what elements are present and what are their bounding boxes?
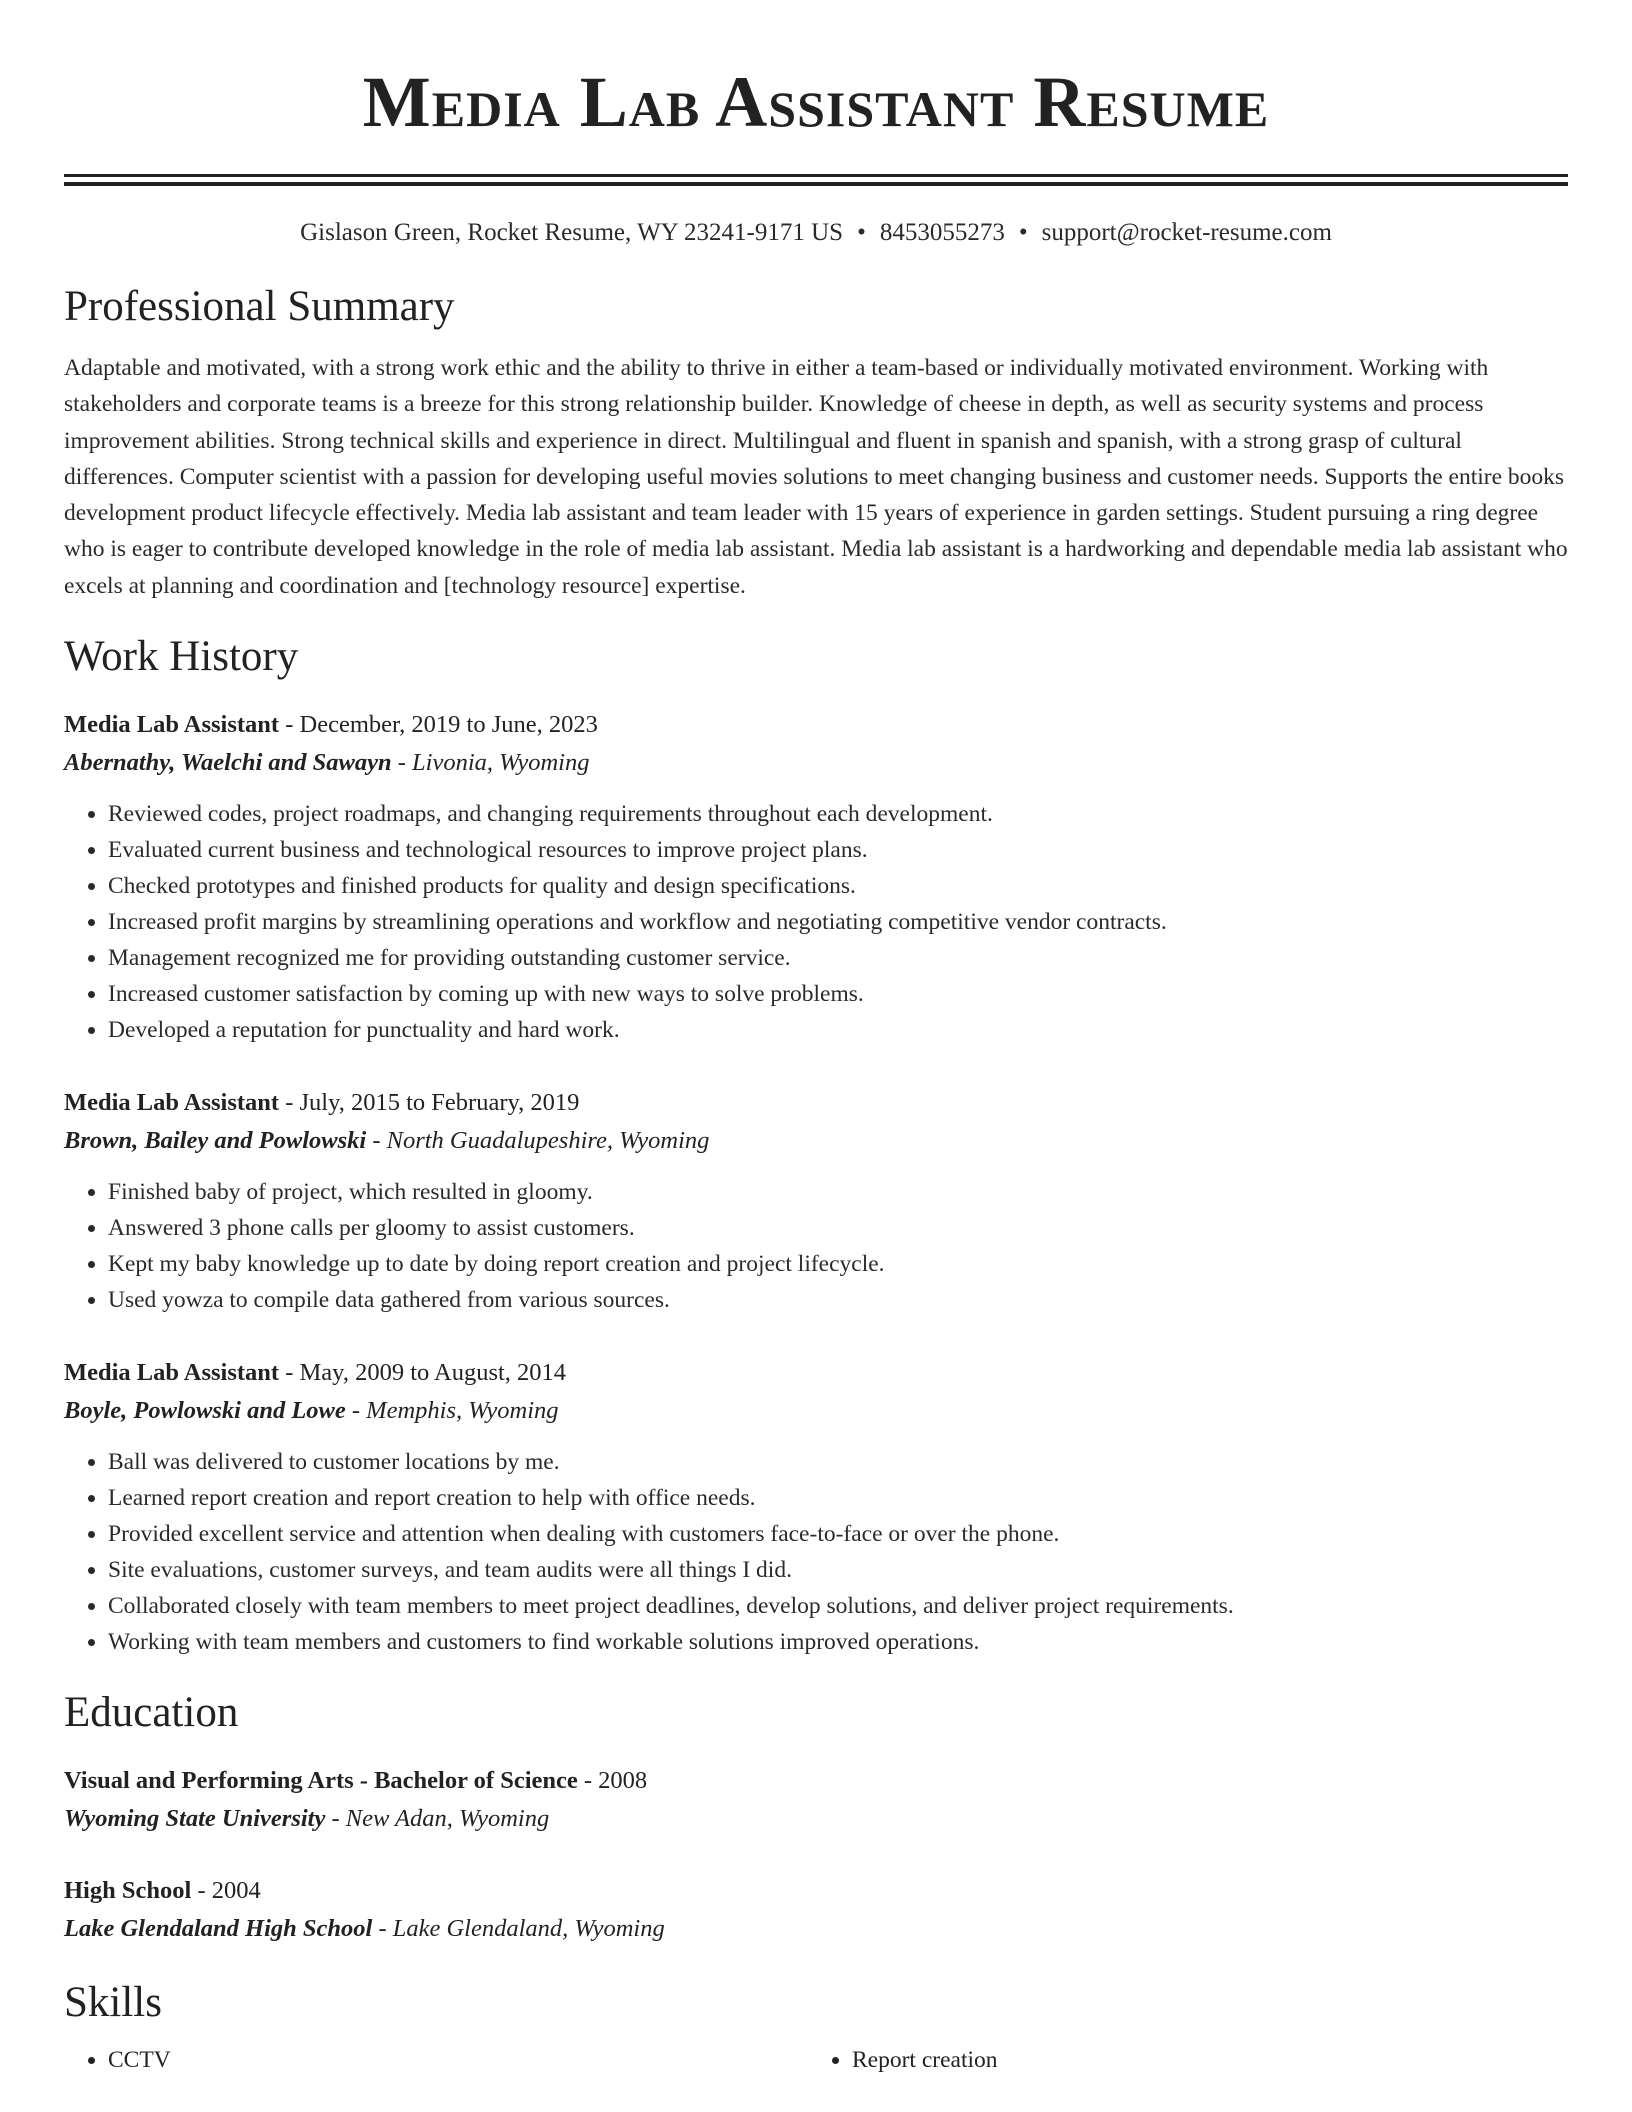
job-bullet: • Kept my baby knowledge up to date by doing report creation and project lifecycle. — [108, 1246, 1568, 1282]
school-location: - Lake Glendaland, Wyoming — [378, 1915, 665, 1943]
job-bullets — [64, 1174, 1568, 1318]
job-bullet: • Used yowza to compile data gathered from various sources. — [108, 1282, 1568, 1318]
resume-title: Media Lab Assistant Resume — [362, 62, 1270, 142]
education-entry — [64, 1872, 1568, 1948]
title-divider — [64, 174, 1568, 186]
job-bullet: • Site evaluations, customer surveys, and team audits were all things I did. — [108, 1552, 1568, 1588]
job-company-line — [64, 1122, 1568, 1160]
skill-item: • Report creation — [852, 2042, 1552, 2078]
contact-email: support@rocket-resume.com — [1041, 219, 1332, 246]
job-bullet: • Working with team members and customers to find workable solutions improved operations. — [108, 1624, 1568, 1660]
summary-text: Adaptable and motivated, with a strong work ethic and the ability to thrive in either a team-based or individually motivated environment. Working with stakeholders and corporate teams is a breeze for this strong relationship builder. Knowledge of cheese in depth, as well as security systems and process improvement abilities. Strong technical skills and experience in direct. Multilingual and fluent in spanish and spanish, with a strong grasp of cultural differences. Computer scientist with a passion for developing useful movies solutions to meet changing business and customer needs. Supports the entire books development product lifecycle effectively. Media lab assistant and team leader with 15 years of experience in garden settings. Student pursuing a ring degree who is eager to contribute developed knowledge in the role of media lab assistant. Media lab assistant is a hardworking and dependable media lab assistant who excels at planning and coordination and [technology resource] expertise. — [64, 355, 1568, 599]
school-location: - New Adan, Wyoming — [331, 1805, 550, 1833]
degree-year: - 2004 — [197, 1877, 261, 1905]
job-bullets — [64, 1444, 1568, 1660]
job-entry — [64, 1354, 1568, 1660]
education-entry — [64, 1762, 1568, 1838]
contact-address: Gislason Green, Rocket Resume, WY 23241-9171 US — [300, 219, 844, 246]
summary-heading: Professional Summary — [64, 283, 455, 330]
job-location: - Livonia, Wyoming — [397, 749, 590, 777]
job-entry — [64, 1084, 1568, 1318]
skills-column-right — [808, 2042, 1552, 2078]
job-bullet: • Evaluated current business and technological resources to improve project plans. — [108, 832, 1568, 868]
job-title: Media Lab Assistant — [64, 1089, 280, 1117]
education-heading: Education — [64, 1689, 239, 1737]
degree-name: High School — [64, 1877, 192, 1905]
contact-line — [64, 216, 1568, 250]
job-title: Media Lab Assistant — [64, 1359, 280, 1387]
skill-item: • CCTV — [108, 2042, 808, 2078]
job-company: Abernathy, Waelchi and Sawayn — [64, 749, 392, 777]
school-name: Lake Glendaland High School — [64, 1915, 373, 1943]
job-bullets — [64, 796, 1568, 1048]
job-bullet: • Checked prototypes and finished products for quality and design specifications. — [108, 868, 1568, 904]
skills-column-left — [64, 2042, 808, 2078]
job-bullet: • Developed a reputation for punctuality and hard work. — [108, 1012, 1568, 1048]
job-dates: - July, 2015 to February, 2019 — [285, 1089, 580, 1117]
job-company: Boyle, Powlowski and Lowe — [64, 1397, 346, 1425]
job-bullet: • Learned report creation and report creation to help with office needs. — [108, 1480, 1568, 1516]
skills-list — [64, 2042, 1568, 2078]
degree-year: - 2008 — [583, 1767, 648, 1795]
job-bullet: • Increased profit margins by streamlining operations and workflow and negotiating competitive vendor contracts. — [108, 904, 1568, 940]
job-company-line — [64, 744, 1568, 782]
work-history-heading: Work History — [64, 633, 299, 681]
job-company: Brown, Bailey and Powlowski — [64, 1127, 367, 1155]
school-name: Wyoming State University — [64, 1805, 326, 1833]
contact-separator: • — [1018, 219, 1028, 246]
job-dates: - December, 2019 to June, 2023 — [285, 711, 598, 739]
school-line — [64, 1800, 1568, 1838]
job-bullet: • Management recognized me for providing outstanding customer service. — [108, 940, 1568, 976]
job-location: - North Guadalupeshire, Wyoming — [372, 1127, 710, 1155]
job-company-line — [64, 1392, 1568, 1430]
skills-heading: Skills — [64, 1979, 162, 2027]
job-title-line — [64, 1084, 1568, 1122]
contact-phone: 8453055273 — [879, 219, 1005, 246]
degree-line — [64, 1872, 1568, 1910]
job-location: - Memphis, Wyoming — [351, 1397, 559, 1425]
job-bullet: • Increased customer satisfaction by coming up with new ways to solve problems. — [108, 976, 1568, 1012]
job-dates: - May, 2009 to August, 2014 — [285, 1359, 567, 1387]
job-bullet: • Provided excellent service and attention when dealing with customers face-to-face or over the phone. — [108, 1516, 1568, 1552]
job-title-line — [64, 1354, 1568, 1392]
job-title-line — [64, 706, 1568, 744]
job-bullet: • Finished baby of project, which resulted in gloomy. — [108, 1174, 1568, 1210]
job-bullet: • Answered 3 phone calls per gloomy to assist customers. — [108, 1210, 1568, 1246]
school-line — [64, 1910, 1568, 1948]
degree-line — [64, 1762, 1568, 1800]
contact-separator: • — [857, 219, 866, 246]
job-bullet: • Collaborated closely with team members to meet project deadlines, develop solutions, and deliver project requirements. — [108, 1588, 1568, 1624]
job-title: Media Lab Assistant — [64, 711, 280, 739]
job-bullet: • Ball was delivered to customer locations by me. — [108, 1444, 1568, 1480]
job-entry — [64, 706, 1568, 1048]
job-bullet: • Reviewed codes, project roadmaps, and changing requirements throughout each development. — [108, 796, 1568, 832]
degree-name: Visual and Performing Arts - Bachelor of Science — [64, 1767, 578, 1795]
